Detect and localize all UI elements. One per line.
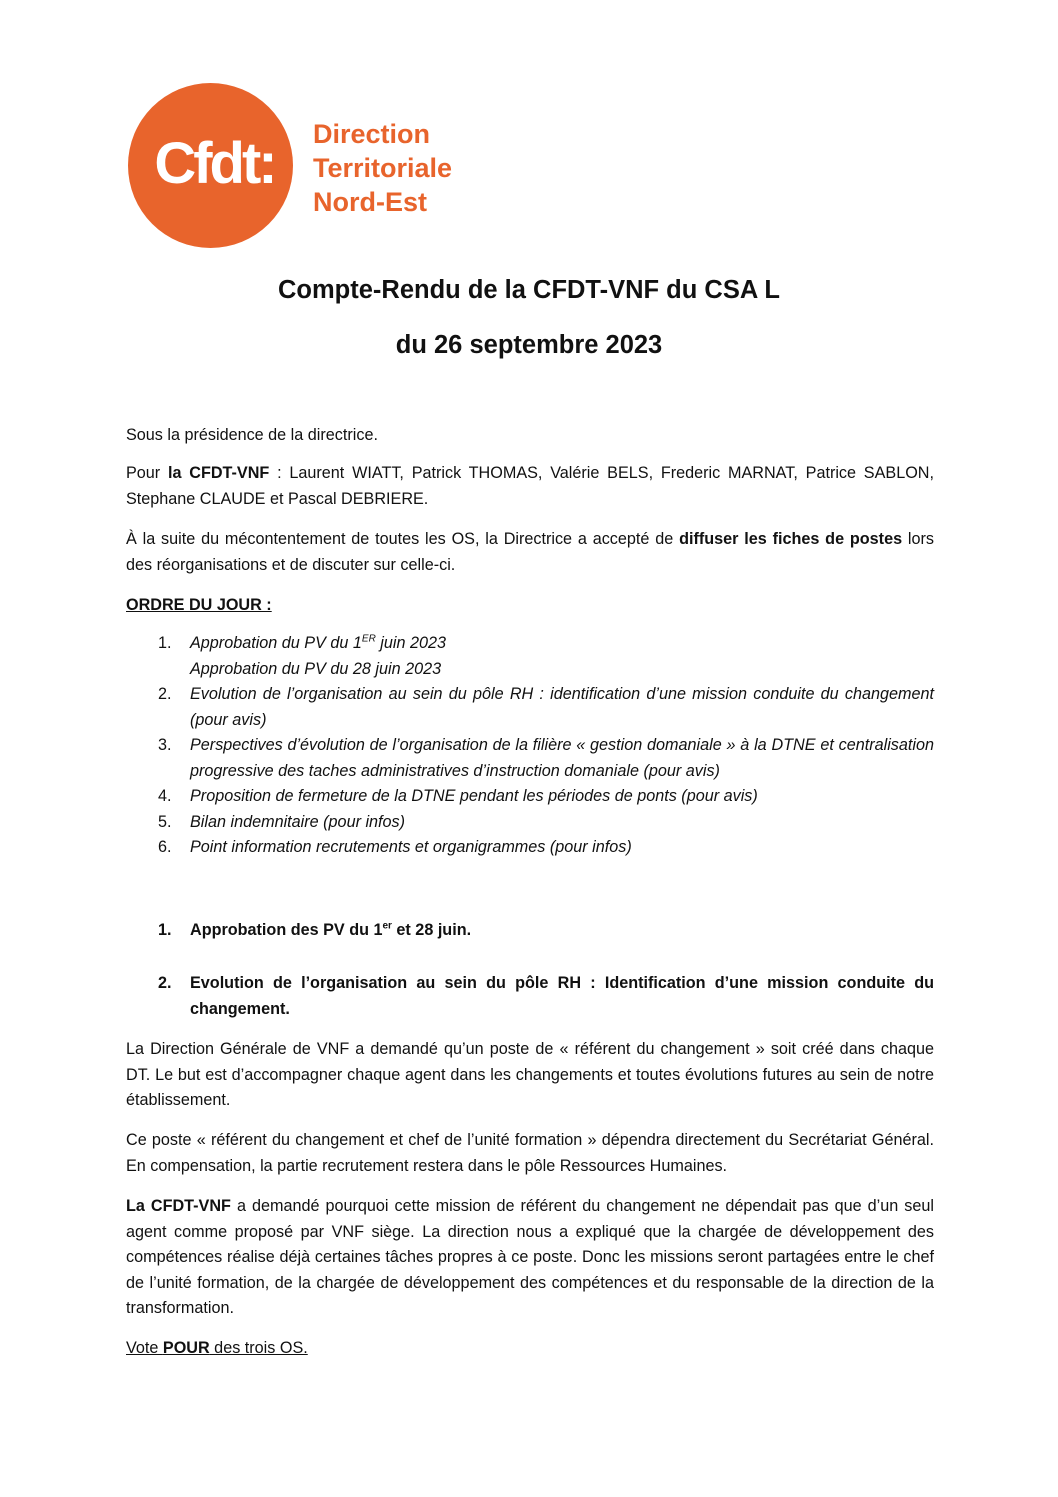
logo-line-3: Nord-Est	[313, 187, 427, 217]
fiches-bold: diffuser les fiches de postes	[679, 530, 903, 548]
paragraph-referent: La Direction Générale de VNF a demandé qu’un poste de « référent du changement » soit créé dans chaque DT. Le but est d’accompagner chaque agent dans les changements et toutes évolutions futures au sein de notre établissement.	[126, 1040, 934, 1109]
logo-mark: Cfdt:	[154, 131, 275, 196]
vote-line: Vote POUR des trois OS.	[126, 1339, 308, 1357]
agenda-item: 4. Proposition de fermeture de la DTNE pendant les périodes de ponts (pour avis)	[126, 784, 934, 810]
fiches-pre: À la suite du mécontentement de toutes les OS, la Directrice a accepté de	[126, 530, 680, 548]
agenda-item: 5. Bilan indemnitaire (pour infos)	[126, 810, 934, 836]
agenda-item-number: 4.	[158, 787, 172, 805]
section-1-heading: 1. Approbation des PV du 1er et 28 juin.	[158, 920, 472, 939]
document-date: du 26 septembre 2023	[395, 331, 663, 359]
members-list: : Laurent WIATT, Patrick THOMAS, Valérie BELS, Frederic MARNAT, Patrice SABLON, Stephane CLAUDE et Pascal DEBRIERE.	[126, 464, 934, 508]
agenda-item-number: 6.	[158, 838, 172, 856]
logo-circle	[128, 83, 293, 248]
fiches-paragraph	[126, 527, 934, 578]
members-paragraph	[126, 461, 934, 512]
document-title: Compte-Rendu de la CFDT-VNF du CSA L	[278, 276, 780, 304]
members-org: la CFDT-VNF	[167, 464, 270, 482]
agenda-item-number: 5.	[158, 812, 172, 831]
cfdt-bold: La CFDT-VNF	[126, 1197, 231, 1215]
agenda-item: 2. Evolution de l’organisation au sein du pôle RH : identification d’une mission conduite du changement (pour avis)	[126, 682, 934, 733]
logo-text	[313, 117, 452, 219]
logo-line-2: Territoriale	[313, 153, 453, 183]
logo-line-1: Direction	[313, 119, 431, 149]
agenda-list	[126, 631, 934, 861]
section-2-heading: 2. Evolution de l’organisation au sein du pôle RH : Identification d’une mission conduite du changement.	[158, 974, 934, 1018]
paragraph-cfdt-question: La CFDT-VNF a demandé pourquoi cette mission de référent du changement ne dépendait pas que d’un seul agent comme proposé par VNF siège. La direction nous a expliqué que la chargée de développement des compétences réalise déjà certaines tâches propres à ce poste. Donc les missions seront partagées entre le chef de l’unité formation, de la chargée de développement des compétences et du responsable de la direction de la transformation.	[126, 1197, 934, 1317]
agenda-item-number: 1.	[158, 634, 172, 652]
agenda-item-number: 3.	[158, 736, 172, 754]
agenda-item-number: 2.	[158, 685, 172, 703]
cfdt-logo	[128, 83, 618, 248]
agenda-item: 6. Point information recrutements et organigrammes (pour infos)	[126, 835, 934, 861]
presidency-line: Sous la présidence de la directrice.	[126, 426, 378, 444]
agenda-heading: ORDRE DU JOUR :	[126, 596, 272, 614]
agenda-item: 3. Perspectives d’évolution de l’organisation de la filière « gestion domaniale » à la DTNE et centralisation progressive des taches administratives d’instruction domaniale (pour avis)	[126, 733, 934, 784]
agenda-item: 1. Approbation du PV du 1ER juin 2023 Approbation du PV du 28 juin 2023	[126, 631, 934, 682]
fiches-post: lors des réorganisations et de discuter sur celle-ci.	[126, 530, 934, 574]
members-prefix: Pour	[126, 464, 168, 482]
paragraph-poste: Ce poste « référent du changement et chef de l’unité formation » dépendra directement du Secrétariat Général. En compensation, la partie recrutement restera dans le pôle Ressources Humaines.	[126, 1131, 934, 1175]
